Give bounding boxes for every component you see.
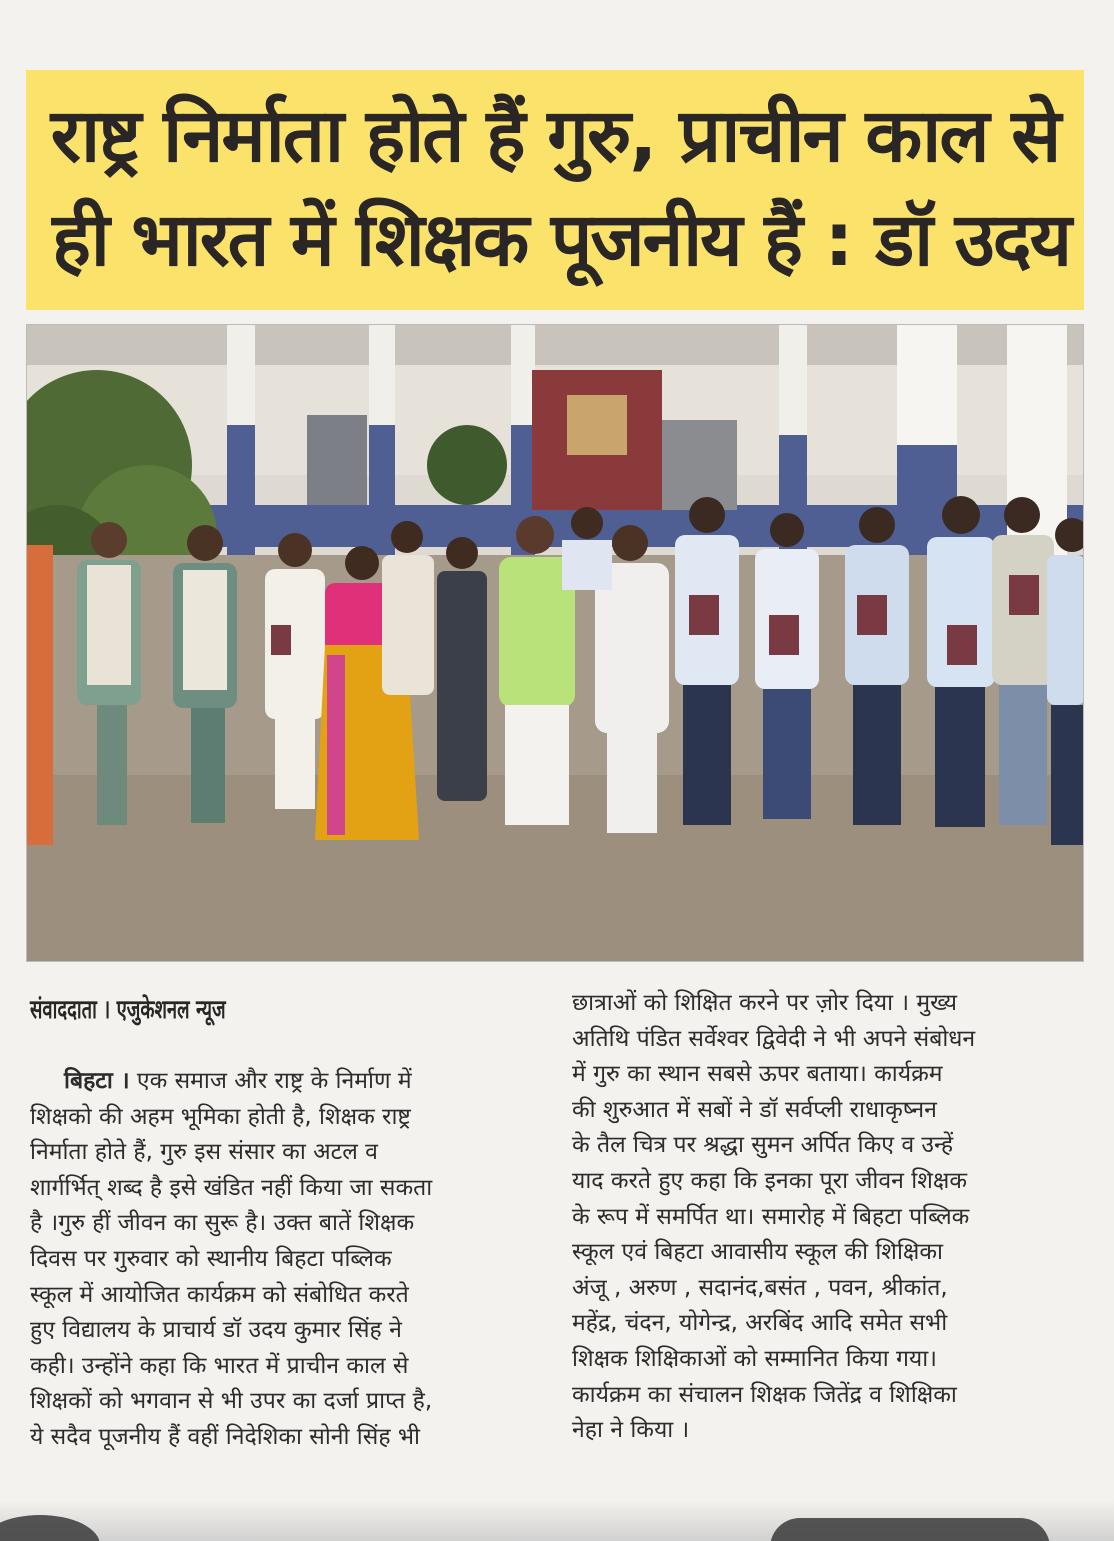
group-photo-illustration [27,325,1084,962]
article-text-line: शिक्षकों को भगवान से भी उपर का दर्जा प्राप्त है, [30,1388,433,1415]
article-text-line: अतिथि पंडित सर्वेश्वर द्विवेदी ने भी अपने संबोधन [572,1025,976,1052]
article-text-line: शिक्षक शिक्षिकाओं को सम्मानित किया गया। [572,1345,937,1372]
article-text-line: की शुरुआत में सबों ने डॉ सर्वप्ली राधाकृष्नन [572,1096,937,1123]
article-text-line: स्कूल एवं बिहटा आवासीय स्कूल की शिक्षिका [572,1239,944,1266]
article-text-line: है ।गुरु हीं जीवन का सुरू है। उक्त बातें शिक्षक [30,1210,415,1237]
article-text-line: अंजू , अरुण , सदानंद,बसंत , पवन, श्रीकांत, [572,1274,948,1301]
headline-line-1: राष्ट्र निर्माता होते हैं गुरु, प्राचीन काल से [50,93,1060,179]
article-text-line: छात्राओं को शिक्षित करने पर ज़ोर दिया । मुख्य [572,990,957,1016]
article-text-line: स्कूल में आयोजित कार्यक्रम को संबोधित करते [30,1281,409,1308]
article-text-line: शिक्षको की अहम भूमिका होती है, शिक्षक राष्ट्र [30,1103,411,1130]
article-text-line: कही। उन्होंने कहा कि भारत में प्राचीन काल से [30,1352,409,1379]
article-text-line: निर्माता होते हैं, गुरु इस संसार का अटल व [30,1139,378,1166]
article-column-left [30,1064,542,1456]
headline-banner [26,70,1084,310]
article-first-line [30,1064,542,1100]
article-text-line: शार्गर्भित् शब्द है इसे खंडित नहीं किया जा सकता [30,1174,433,1201]
article-text-line: हुए विद्यालय के प्राचार्य डॉ उदय कुमार सिंह ने [30,1317,402,1344]
dateline-place: बिहटा । [64,1068,130,1094]
group-photo [26,324,1084,962]
article-column-right [572,986,1084,1449]
article-text-line: में गुरु का स्थान सबसे ऊपर बताया। कार्यक्रम [572,1061,943,1088]
article-text-line: नेहा ने किया । [572,1417,690,1444]
article-text-line: याद करते हुए कहा कि इनका पूरा जीवन शिक्षक [572,1167,968,1194]
article-text-line: दिवस पर गुरुवार को स्थानीय बिहटा पब्लिक [30,1245,392,1272]
article-text-line: के तैल चित्र पर श्रद्धा सुमन अर्पित किए व उन्हें [572,1132,954,1159]
byline: संवाददाता । एजुकेशनल न्यूज [30,995,226,1025]
article-text-line: के रूप में समर्पित था। समारोह में बिहटा पब्लिक [572,1203,970,1230]
headline-line-2: ही भारत में शिक्षक पूजनीय हैं : डॉ उदय [52,197,1071,283]
article-text-line: कार्यक्रम का संचालन शिक्षक जितेंद्र व शिक्षिका [572,1381,957,1408]
article-text-line: एक समाज और राष्ट्र के निर्माण में [136,1068,412,1094]
overlay-bar-right[interactable] [770,1518,1050,1541]
article-text-line: महेंद्र, चंदन, योगेन्द्र, अरबिंद आदि समेत सभी [572,1310,948,1337]
article-text-line: ये सदैव पूजनीय हैं वहीं निदेशिका सोनी सिंह भी [30,1423,420,1450]
